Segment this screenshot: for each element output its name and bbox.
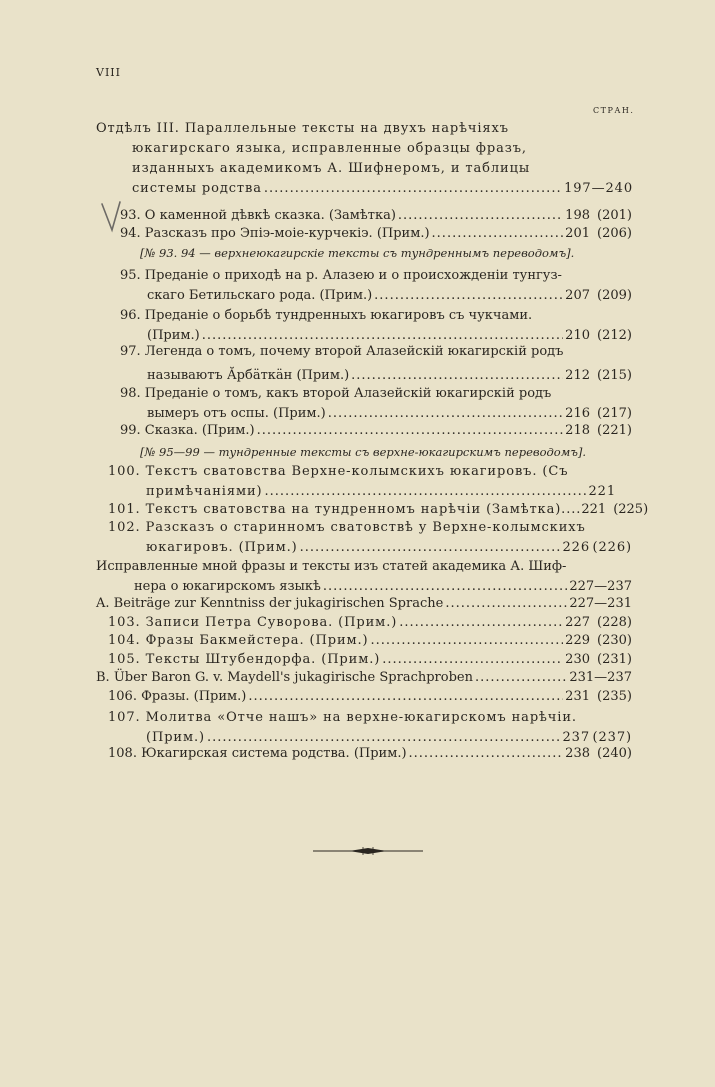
original-page-ref: (235) (597, 689, 632, 704)
toc-entry (120, 306, 632, 346)
toc-entry (108, 650, 632, 670)
entry-title: 102. Разсказъ о старинномъ сватовствѣ у Верхне-колымскихъ (108, 520, 586, 535)
entry-title: 101. Текстъ сватовства на тундренномъ нарѣчіи (Замѣтка).... (108, 502, 582, 517)
page-ref: 201 (565, 226, 590, 241)
original-page-ref: (228) (597, 615, 632, 630)
original-page-ref: (221) (597, 423, 632, 438)
toc-entry (120, 206, 632, 226)
entry-title: 107. Молитва «Отче нашъ» на верхне-юкагирскомъ нарѣчіи. (108, 710, 577, 725)
page-ref: 212 (565, 368, 590, 383)
entry-title: называютъ Ӑрбӓткӓн (Прим.) (147, 368, 350, 383)
original-page-ref: (209) (597, 288, 632, 303)
bracket-note: [№ 93. 94 — верхнеюкагирскіе тексты съ тундреннымъ переводомъ]. (140, 246, 575, 260)
page-ref: 207 (565, 288, 590, 303)
ornament-divider-icon (313, 847, 423, 855)
page-ref: 197—240 (564, 181, 633, 196)
entry-title: 97. Легенда о томъ, почему второй Алазейскій юкагирскій родъ (120, 344, 564, 359)
toc-entry (120, 421, 632, 441)
page-ref: 227 (565, 615, 590, 630)
entry-title: 100. Текстъ сватовства Верхне-колымскихъ юкагировъ. (Съ (108, 464, 569, 479)
entry-title: примѣчаніями) (146, 484, 263, 499)
toc-entry (120, 342, 632, 386)
page-ref: 218 (565, 423, 590, 438)
toc-entry (96, 594, 632, 614)
entry-title: A. Beiträge zur Kenntniss der jukagirischen Sprache (96, 596, 444, 611)
page-ref: 226 (562, 540, 590, 555)
original-page-ref: (225) (613, 502, 649, 517)
leader-dots (409, 744, 564, 764)
page-ref: 221 (581, 502, 607, 517)
page-ref: 227—231 (569, 596, 632, 611)
bracket-note: [№ 95—99 — тундренные тексты съ верхне-юкагирскимъ переводомъ]. (140, 445, 587, 459)
page-number: VIII (96, 66, 121, 79)
page-ref: 238 (565, 746, 590, 761)
original-page-ref: (230) (597, 633, 632, 648)
original-page-ref: (240) (597, 746, 632, 761)
toc-entry (108, 708, 632, 748)
toc-entry (108, 631, 632, 651)
entry-title: 104. Фразы Бакмейстера. (Прим.) (108, 633, 369, 648)
original-page-ref: (215) (597, 368, 632, 383)
column-header: СТРАН. (593, 106, 635, 115)
leader-dots (374, 286, 563, 306)
original-page-ref: (237) (592, 730, 632, 745)
page-ref: 198 (565, 208, 590, 223)
entry-title: 106. Фразы. (Прим.) (108, 689, 247, 704)
section-line: изданныхъ академикомъ А. Шифнеромъ, и таблицы (132, 161, 531, 176)
leader-dots (432, 224, 564, 244)
toc-entry (96, 668, 632, 688)
original-page-ref: (201) (597, 208, 632, 223)
leader-dots (248, 687, 563, 707)
toc-entry (120, 266, 632, 306)
entry-title: Исправленные мной фразы и тексты изъ статей академика А. Шиф- (96, 559, 567, 574)
original-page-ref: (226) (592, 540, 632, 555)
toc-entry (120, 224, 632, 244)
entry-title: 96. Преданіе о борьбѣ тундренныхъ юкагировъ съ чукчами. (120, 308, 533, 323)
leader-dots (351, 366, 563, 386)
page-ref: 216 (565, 406, 590, 421)
page-ref: 221 (588, 484, 616, 499)
toc-entry (108, 744, 632, 764)
entry-title: 98. Преданіе о томъ, какъ второй Алазейскій юкагирскій родъ (120, 386, 552, 401)
entry-title: 103. Записи Петра Суворова. (Прим.) (108, 615, 398, 630)
leader-dots (445, 594, 567, 614)
original-page-ref: (206) (597, 226, 632, 241)
entry-title: 108. Юкагирская система родства. (Прим.) (108, 746, 407, 761)
leader-dots (264, 179, 562, 199)
entry-title: юкагировъ. (Прим.) (146, 540, 298, 555)
page-ref: 230 (565, 652, 590, 667)
leader-dots (398, 206, 563, 226)
page-ref: 237 (562, 730, 590, 745)
entry-title: B. Über Baron G. v. Maydell's jukagirische Sprachproben (96, 670, 473, 685)
original-page-ref: (217) (597, 406, 632, 421)
entry-title: скаго Бетильскаго рода. (Прим.) (147, 288, 373, 303)
toc-entry (108, 462, 632, 502)
page-ref: 210 (565, 328, 590, 343)
original-page-ref: (231) (597, 652, 632, 667)
page-ref: 229 (565, 633, 590, 648)
entry-title: 93. О каменной дѣвкѣ сказка. (Замѣтка) (120, 208, 396, 223)
leader-dots (382, 650, 563, 670)
entry-title: 99. Сказка. (Прим.) (120, 423, 255, 438)
section-line: Отдѣлъ III. Параллельные тексты на двухъ нарѣчіяхъ (96, 121, 509, 136)
entry-title: 105. Тексты Штубендорфа. (Прим.) (108, 652, 381, 667)
section-line: юкагирскаго языка, исправленные образцы фразъ, (132, 141, 527, 156)
page-ref: 231—237 (569, 670, 632, 685)
leader-dots (371, 631, 564, 651)
leader-dots (399, 613, 563, 633)
entry-title: (Прим.) (147, 328, 200, 343)
entry-title: вымеръ отъ оспы. (Прим.) (147, 406, 326, 421)
toc-entry (96, 557, 632, 597)
toc-entry (108, 518, 632, 558)
section-heading (96, 119, 633, 199)
entry-title: 94. Разсказъ про Эпiэ-моiе-курчекiэ. (Прим.) (120, 226, 430, 241)
leader-dots (300, 538, 561, 558)
entry-title: нера о юкагирскомъ языкѣ (134, 579, 321, 594)
toc-entry (108, 500, 649, 520)
toc-entry (120, 384, 632, 424)
section-line: системы родства (132, 181, 262, 196)
toc-entry (108, 613, 632, 633)
entry-title: 95. Преданіе о приходѣ на р. Алазею и о происхожденіи тунгуз- (120, 268, 562, 283)
toc-entry (108, 687, 632, 707)
page-ref: 231 (565, 689, 590, 704)
leader-dots (257, 421, 564, 441)
page-ref: 227—237 (569, 579, 632, 594)
leader-dots (475, 668, 567, 688)
entry-title: (Прим.) (146, 730, 206, 745)
original-page-ref: (212) (597, 328, 632, 343)
leader-dots (265, 482, 587, 502)
